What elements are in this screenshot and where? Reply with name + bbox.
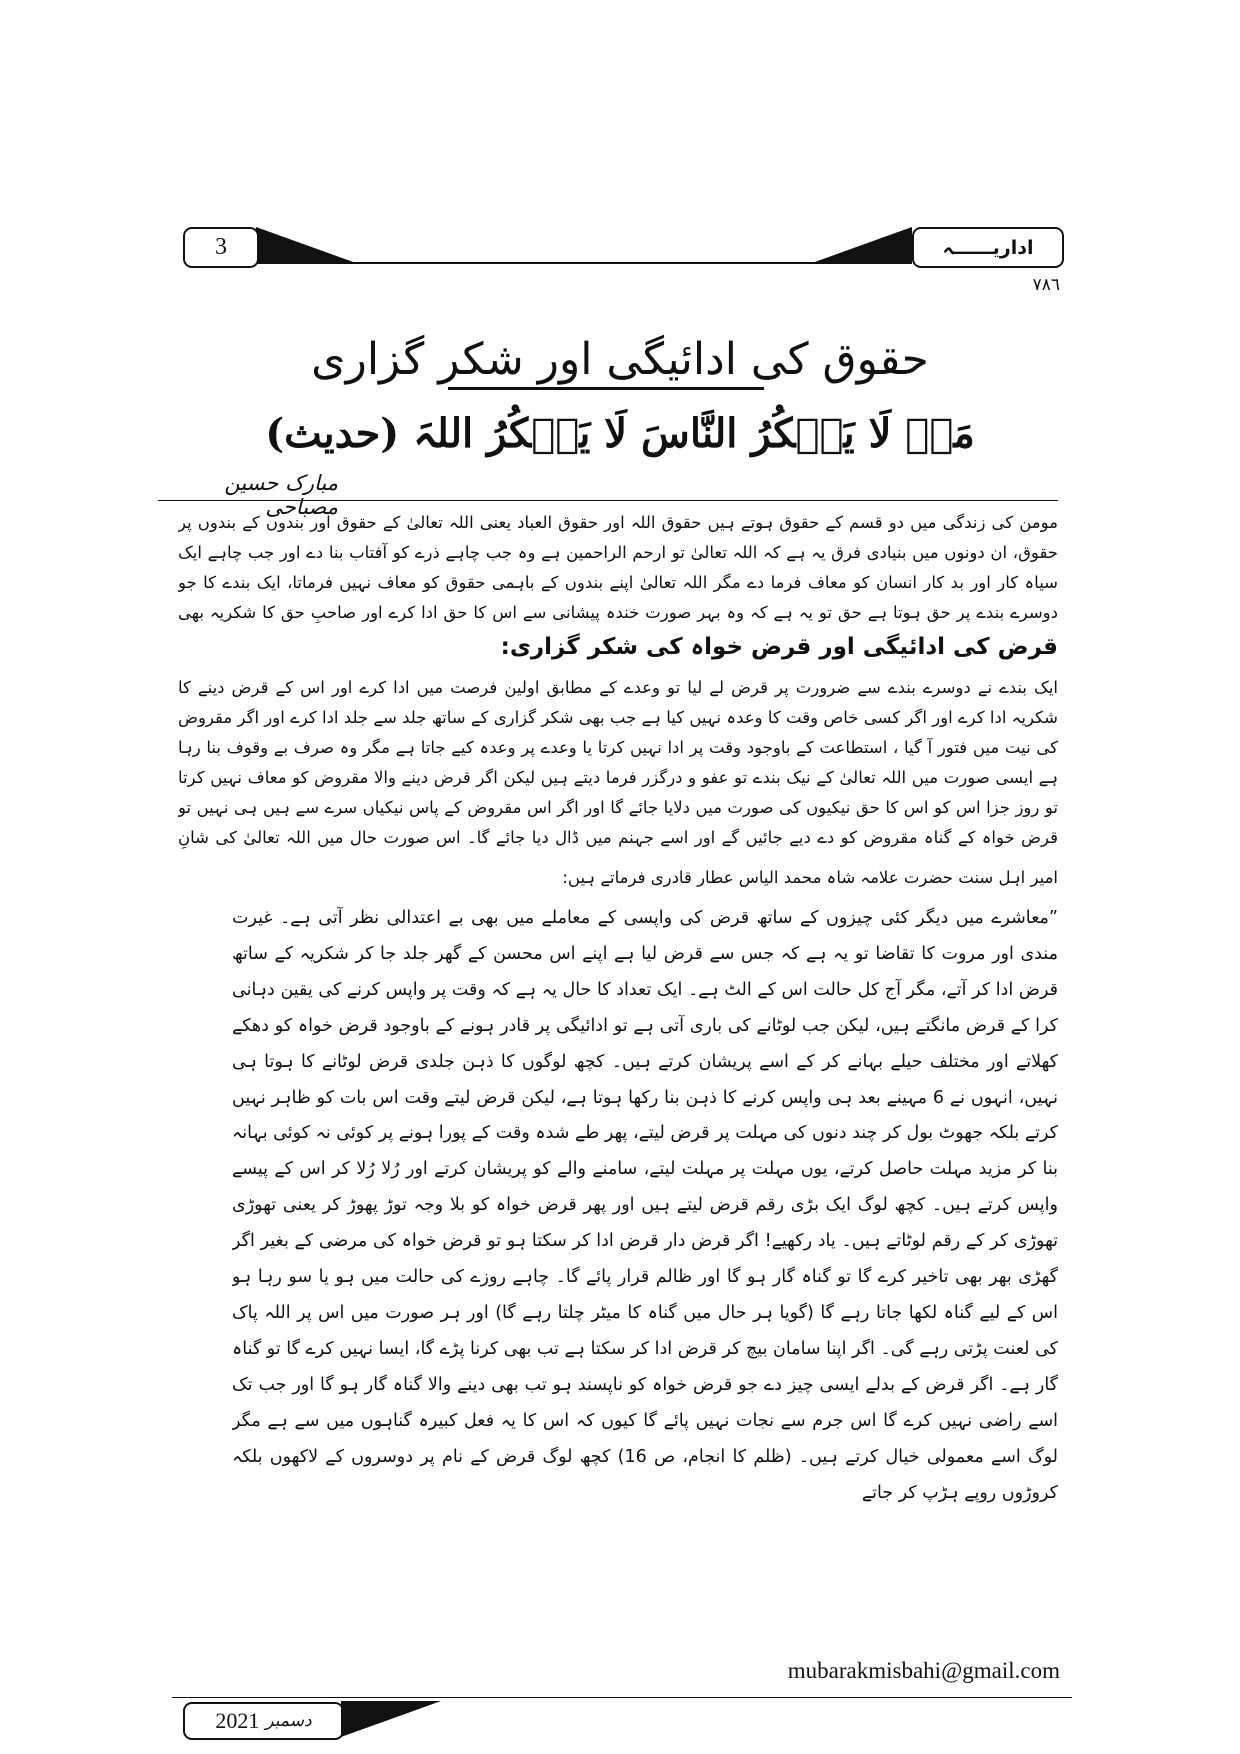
author-name: مبارک حسین مصباحی: [224, 471, 338, 519]
block-quote: ”معاشرے میں دیگر کئی چیزوں کے ساتھ قرض کی واپسی کے معاملے میں بھی بے اعتدالی نظر آتی ہے۔ غیرت مندی اور مروت کا تقاضا تو یہ ہے کہ جس سے قرض لیا ہے اپنے اس محسن کے گھر جلد جا کر شکریہ کے ساتھ قرض ادا کر آتے، مگر آج کل حالت اس کے الٹ ہے۔ ایک تعداد کا حال یہ ہے کہ وقت پر واپس کرنے کی یقین دہانی کرا کے قرض مانگتے ہیں، لیکن جب لوٹانے کی باری آتی ہے تو ادائیگی پر قادر ہونے کے باوجود قرض خواہ کو دھکے کھلاتے اور مختلف حیلے بہانے کر کے اسے پریشان کرتے ہیں۔ کچھ لوگوں کا ذہن جلدی قرض لوٹانے کا ہوتا ہی نہیں، انہوں نے 6 مہینے بعد ہی واپس کرنے کا ذہن بنا رکھا ہوتا ہے، لیکن قرض لیتے وقت اس بات کو ظاہر نہیں کرتے بلکہ جھوٹ بول کر چند دنوں کی مہلت پر قرض لیتے، پھر طے شدہ وقت کے پورا ہونے پر کوئی نہ کوئی بہانہ بنا کر مزید مہلت حاصل کرتے، یوں مہلت پر مہلت لیتے، سامنے والے کو پریشان کرتے اور رُلا رُلا کر اس کے پیسے واپس کرتے ہیں۔ کچھ لوگ ایک بڑی رقم قرض لیتے ہیں اور پھر قرض خواہ کو بلا وجہ توڑ پھوڑ کر یعنی تھوڑی تھوڑی کر کے رقم لوٹاتے ہیں۔ یاد رکھیے! اگر قرض دار قرض ادا کر سکتا ہو تو قرض خواہ کی مرضی کے بغیر اگر گھڑی بھر بھی تاخیر کرے گا تو گناہ گار ہو گا اور ظالم قرار پائے گا۔ چاہے روزے کی حالت میں ہو یا سو رہا ہو اس کے لیے گناہ لکھا جاتا رہے گا (گویا ہر حال میں گناہ کا میٹر چلتا رہے گا) اور ہر صورت میں اس پر اللہ پاک کی لعنت پڑتی رہے گی۔ اگر اپنا سامان بیچ کر قرض ادا کر سکتا ہے تب بھی کرنا پڑے گا، ایسا نہیں کرے گا تو گناہ گار ہے۔ اگر قرض کے بدلے ایسی چیز دے جو قرض خواہ کو ناپسند ہو تب بھی دینے والا گناہ گار ہو گا اور جب تک اسے راضی نہیں کرے گا اس جرم سے نجات نہیں پائے گا کیوں کہ اس کا یہ فعل کبیرہ گناہوں میں سے ہے مگر لوگ اسے معمولی خیال کرتے ہیں۔ (ظلم کا انجام، ص 16) کچھ لوگ قرض کے نام پر دوسروں کے لاکھوں بلکہ کروڑوں روپے ہڑپ کر جاتے: [232, 908, 1058, 1503]
paragraph-quote-intro: امیر اہل سنت حضرت علامہ شاہ محمد الیاس عطار قادری فرماتے ہیں:: [562, 868, 1058, 887]
hadith-subtitle: مَنۡ لَا یَشۡکُرُ النَّاسَ لَا یَشۡکُرُ اللہَ (حدیث): [265, 410, 975, 457]
author-rule: [158, 500, 1058, 501]
page-number-box: [183, 227, 259, 268]
header-wedge-left: [256, 225, 356, 265]
page-title: حقوق کی ادائیگی اور شکر گزاری: [311, 334, 929, 385]
paragraph-debt: ایک بندے نے دوسرے بندے سے ضرورت پر قرض لے لیا تو وعدے کے مطابق اولین فرصت میں ادا کرے اور اس کے قرض دینے کا شکریہ ادا کرے اور اگر کسی خاص وقت کا وعدہ نہیں کیا ہے جب بھی شکر گزاری کے ساتھ جلد سے جلد ادا کرے اور اگر مقروض کی نیت میں فتور آ گیا ، استطاعت کے باوجود وقت پر ادا نہیں کرتا یا وعدے پر وعدہ کیے جاتا ہے مگر وہ صرف بے وقوف بنا رہا ہے ایسی صورت میں اللہ تعالیٰ کے نیک بندے تو عفو و درگزر فرما دیتے ہیں لیکن اگر قرض دینے والا مقروض کو معاف نہیں کرتا تو روز جزا اس کو اس کا حق نیکیوں کی صورت میں دلایا جائے گا اور اگر اس مقروض کے پاس نیکیاں سرے سے ہیں ہی نہیں تو قرض خواہ کے گناہ مقروض کو دے دیے جائیں گے اور اسے جہنم میں ڈال دیا جائے گا۔ اس صورت حال میں اللہ تعالیٰ کی شانِ: [178, 678, 1058, 847]
footer-wedge: [341, 1699, 441, 1739]
issue-number: ۷۸٦: [1032, 275, 1060, 295]
section-heading: قرض کی ادائیگی اور قرض خواہ کی شکر گزاری:: [500, 634, 1058, 660]
footer-rule: [172, 1697, 1072, 1698]
issue-year: 2021: [215, 1708, 260, 1733]
author-email: mubarakmisbahi@gmail.com: [787, 1658, 1060, 1683]
paragraph-intro: مومن کی زندگی میں دو قسم کے حقوق ہوتے ہیں حقوق اللہ اور حقوق العباد یعنی اللہ تعالیٰ کے حقوق اور بندوں کے بندوں پر حقوق، ان دونوں میں بنیادی فرق یہ ہے کہ اللہ تعالیٰ تو ارحم الراحمین ہے وہ جب چاہے ذرے کو آفتاب بنا دے اور جب چاہے ایک سیاہ کار اور بد کار انسان کو معاف فرما دے مگر اللہ تعالیٰ اپنے بندوں کے باہمی حقوق کو معاف نہیں فرماتا، ایک بندے کا جو دوسرے بندے پر حق ہوتا ہے حق تو یہ ہے کہ وہ بہر صورت خندہ پیشانی سے اس کا حق ادا کرے اور صاحبِ حق کا شکریہ بھی: [178, 513, 1058, 622]
header-wedge-right: [812, 225, 912, 265]
title-underline: [448, 387, 764, 390]
section-label-box: [912, 227, 1064, 268]
issue-month: دسمبر: [265, 1711, 312, 1731]
issue-date-box: [183, 1702, 344, 1740]
page-number: 3: [215, 234, 227, 260]
section-label: اداریــــــہ: [942, 236, 1034, 259]
